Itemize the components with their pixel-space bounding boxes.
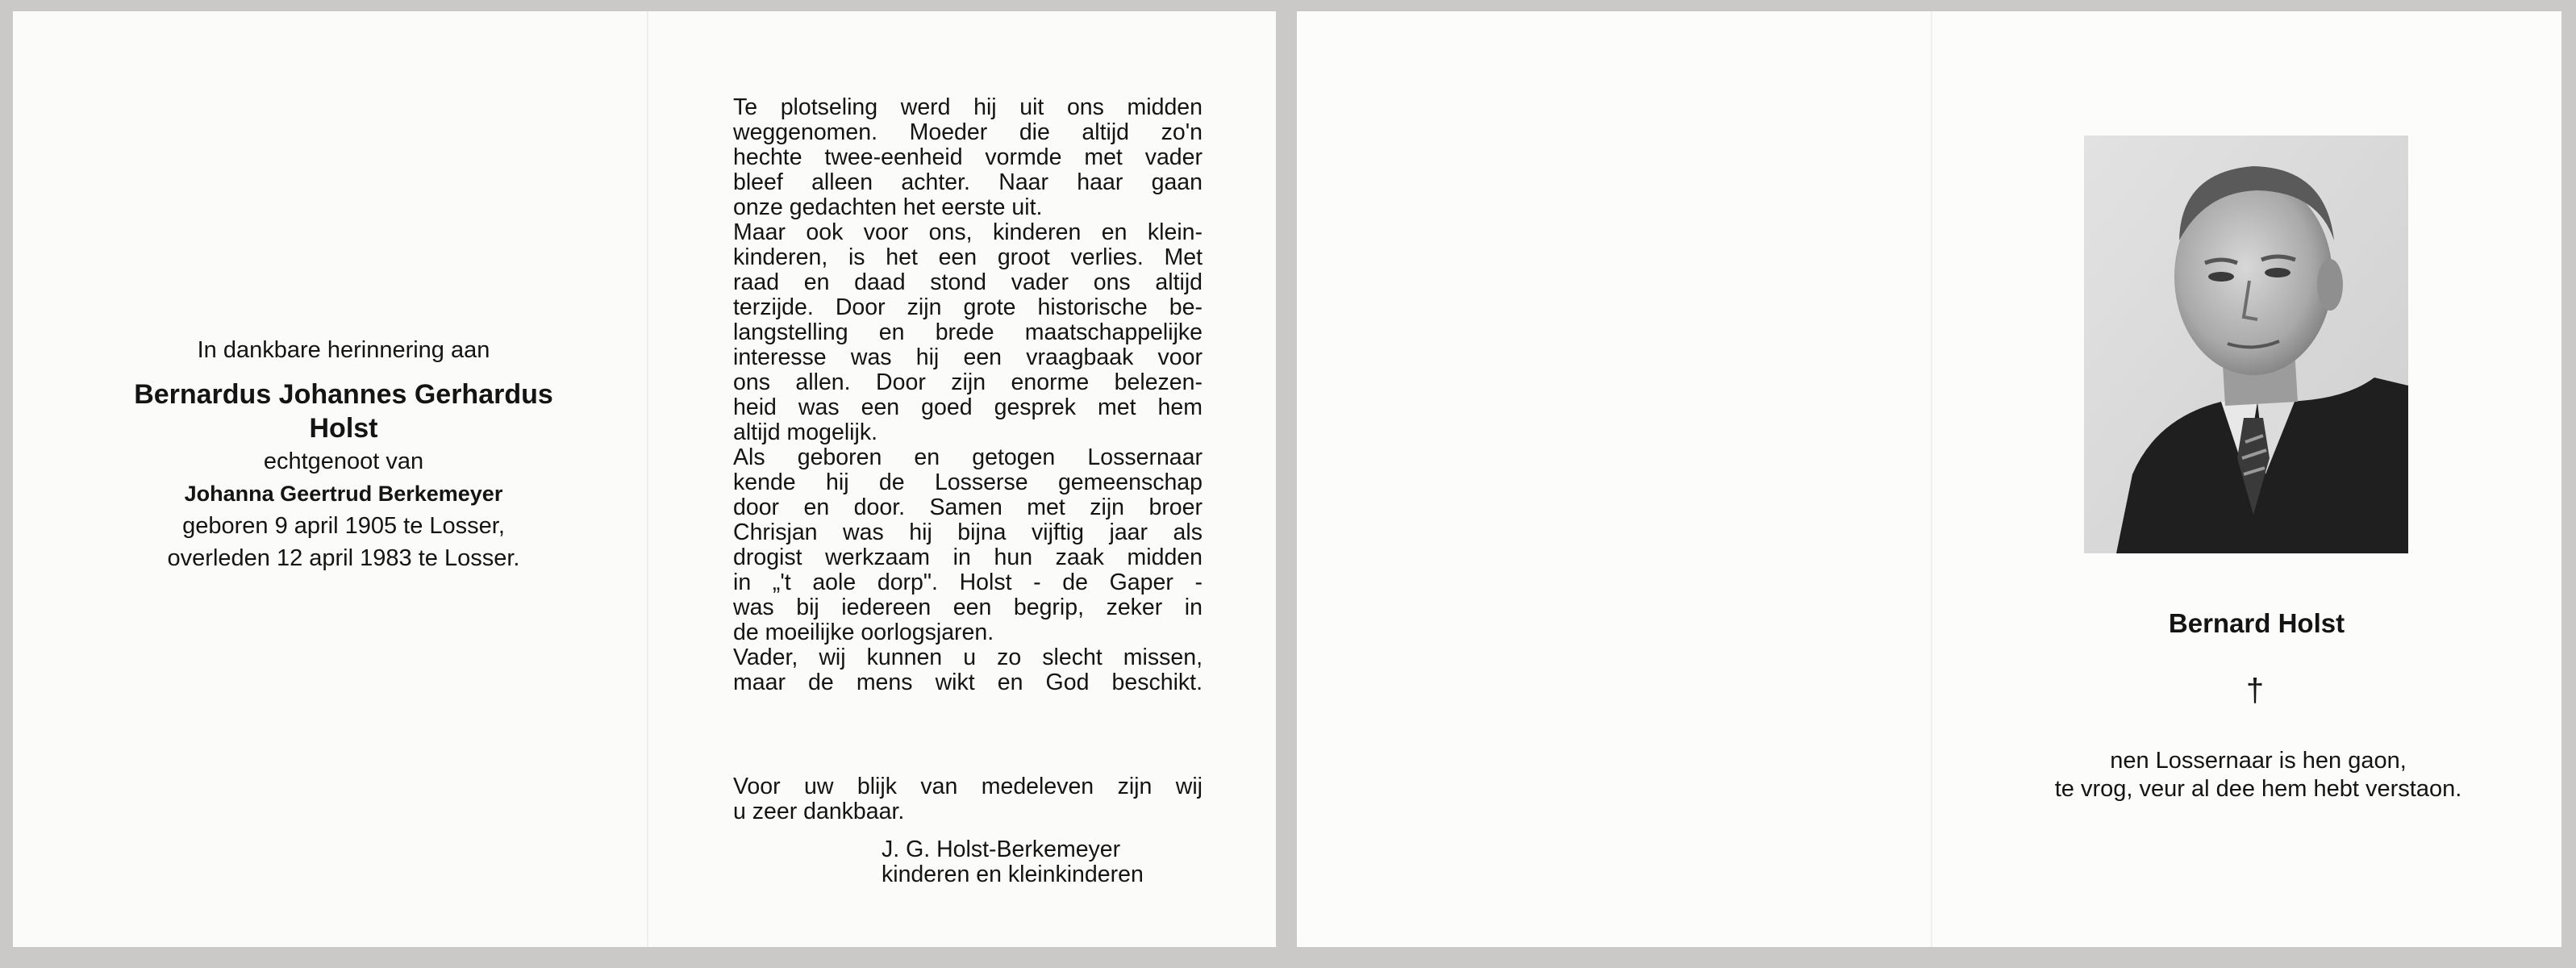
- thanks-line: u zeer dankbaar.: [733, 799, 905, 824]
- text-line: kinderen, is het een groot verlies. Met: [733, 244, 1203, 270]
- text-line: weggenomen. Moeder die altijd zo'n: [733, 119, 1203, 145]
- poem-line: nen Lossernaar is hen gaon,: [2110, 748, 2407, 774]
- text-line: Chrisjan was hij bijna vijftig jaar als: [733, 519, 1203, 545]
- text-line: heid was een goed gesprek met hem: [733, 394, 1203, 420]
- text-line: altijd mogelijk.: [733, 419, 877, 445]
- memorial-dedication: [61, 334, 626, 574]
- death-line: overleden 12 april 1983 te Losser.: [167, 545, 520, 571]
- portrait-image: [2084, 136, 2408, 553]
- portrait-photo: [2084, 136, 2408, 553]
- spouse-label: echtgenoot van: [263, 449, 424, 474]
- text-line: raad en daad stond vader ons altijd: [733, 269, 1203, 295]
- text-line: onze gedachten het eerste uit.: [733, 194, 1043, 220]
- text-line: interesse was hij een vraagbaak voor: [733, 344, 1203, 370]
- text-line: ons allen. Door zijn enorme belezen-: [733, 369, 1203, 395]
- text-line: Te plotseling werd hij uit ons midden: [733, 94, 1203, 120]
- card-name: Bernard Holst: [2168, 608, 2345, 638]
- text-line: kende hij de Losserse gemeenschap: [733, 469, 1203, 495]
- signature-line: J. G. Holst-Berkemeyer: [882, 837, 1121, 862]
- text-line: hechte twee-eenheid vormde met vader: [733, 144, 1203, 170]
- text-line: Maar ook voor ons, kinderen en klein-: [733, 219, 1203, 245]
- deceased-surname: Holst: [309, 413, 378, 444]
- thanks-text: [733, 774, 1203, 824]
- text-line: langstelling en brede maatschappelijke: [733, 319, 1203, 345]
- thanks-line: Voor uw blijk van medeleven zijn wij: [733, 774, 1203, 799]
- text-line: drogist werkzaam in hun zaak midden: [733, 544, 1203, 570]
- text-line: door en door. Samen met zijn broer: [733, 494, 1203, 520]
- poem-line: te vrog, veur al dee hem hebt verstaon.: [2054, 776, 2462, 802]
- memorial-text: [733, 95, 1203, 695]
- text-line: was bij iedereen een begrip, zeker in: [733, 595, 1203, 620]
- signature: [882, 837, 1144, 887]
- text-line: de moeilijke oorlogsjaren.: [733, 620, 994, 645]
- signature-line: kinderen en kleinkinderen: [882, 862, 1144, 887]
- memorial-card-outside: [1297, 11, 2561, 947]
- text-line: bleef alleen achter. Naar haar gaan: [733, 169, 1203, 195]
- text-line: Als geboren en getogen Lossernaar: [733, 444, 1203, 470]
- poem: [2000, 747, 2516, 803]
- text-line: maar de mens wikt en God beschikt.: [733, 670, 1203, 695]
- text-line: terzijde. Door zijn grote historische be-: [733, 294, 1203, 320]
- deceased-full-name: Bernardus Johannes Gerhardus: [134, 379, 553, 410]
- spouse-name: Johanna Geertrud Berkemeyer: [184, 482, 503, 506]
- dedication-intro: In dankbare herinnering aan: [197, 337, 490, 363]
- card-fold: [647, 11, 648, 947]
- birth-line: geboren 9 april 1905 te Losser,: [182, 513, 505, 539]
- text-line: Vader, wij kunnen u zo slecht missen,: [733, 645, 1203, 670]
- card-fold: [1931, 11, 1932, 947]
- memorial-card-inside: [13, 11, 1276, 947]
- text-line: in „'t aole dorp". Holst - de Gaper -: [733, 570, 1203, 595]
- cross-icon: †: [2245, 673, 2265, 708]
